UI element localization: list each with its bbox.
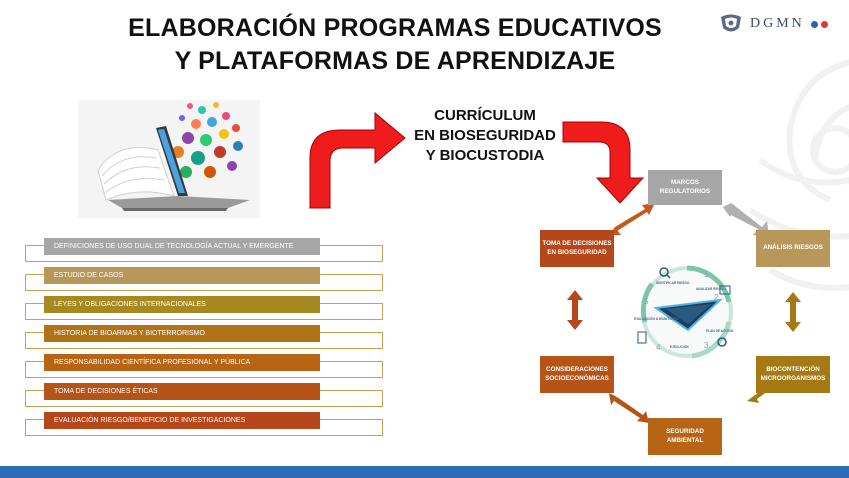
arrow-analisis-biocontencion [785,292,801,332]
step-label-3: PLAN DE ACCIÓN [706,329,734,333]
node-biocontencion: BIOCONTENCIÓN MICROORGANISMOS [756,356,830,393]
footer-bar [0,466,849,478]
title-line-2: Y PLATAFORMAS DE APRENDIZAJE [174,47,616,75]
curriculum-line-1: CURRÍCULUM [434,107,536,124]
step-4: 4 [656,343,661,352]
dgmn-logo [718,12,828,36]
risk-cycle-graphic [632,262,742,362]
list-item [25,245,383,262]
list-item-label: DEFINICIONES DE USO DUAL DE TECNOLOGÍA ACTUAL Y EMERGENTE [44,238,320,255]
step-label-5: EVALUACIÓN & MONITOREO [634,317,679,321]
list-item [25,361,383,378]
clipboard-icon [638,332,646,343]
list-item-label: LEYES Y OBLIGACIONES INTERNACIONALES [44,296,320,313]
arrow-toma-consideraciones [567,290,583,330]
curriculum-heading [400,106,570,166]
curriculum-line-2: EN BIOSEGURIDAD [414,127,556,144]
step-5: 5 [644,297,649,306]
logo-dots [811,21,828,28]
crest-icon [718,13,744,35]
curriculum-line-3: Y BIOCUSTODIA [425,147,545,164]
node-seguridad-ambiental: SEGURIDAD AMBIENTAL [648,418,722,455]
left-curved-arrow [310,113,405,208]
step-label-2: ANALIZAR RIESGO [696,287,726,291]
laptop-book-illustration [78,100,260,218]
step-2: 2 [714,293,719,302]
node-analisis-riesgos: ANÁLISIS RIESGOS [756,230,830,267]
logo-brand-text: DGMN [750,16,805,31]
list-item-label: RESPONSABILIDAD CIENTÍFICA PROFESIONAL Y PÚBLICA [44,354,320,371]
step-3: 3 [704,341,709,350]
step-1: 1 [704,270,709,279]
list-item [25,390,383,407]
step-label-4: EJECUCIÓN [670,345,689,349]
arrow-toma-marcos [609,203,655,235]
slide-title [60,12,730,78]
list-item-label: TOMA DE DECISIONES ÉTICAS [44,383,320,400]
node-toma-decisiones: TOMA DE DECISIONES EN BIOSEGURIDAD [540,230,614,267]
logo-dot-red [821,21,828,28]
arrow-consideraciones-seguridad [609,393,649,423]
list-item [25,419,383,436]
logo-dot-blue [811,21,818,28]
list-item-label: EVALUACIÓN RIESGO/BENEFICIO DE INVESTIGACIONES [44,412,320,429]
list-item-label: ESTUDIO DE CASOS [44,267,320,284]
list-item [25,303,383,320]
list-item [25,332,383,349]
title-line-1: ELABORACIÓN PROGRAMAS EDUCATIVOS [128,14,662,42]
step-label-1: IDENTIFICAR RIESGO [656,281,690,285]
list-item-label: HISTORIA DE BIOARMAS Y BIOTERRORISMO [44,325,320,342]
node-consideraciones: CONSIDERACIONES SOCIOECONÓMICAS [540,356,614,393]
node-marcos-regulatorios: MARCOS REGULATORIOS [648,170,722,205]
list-item [25,274,383,291]
